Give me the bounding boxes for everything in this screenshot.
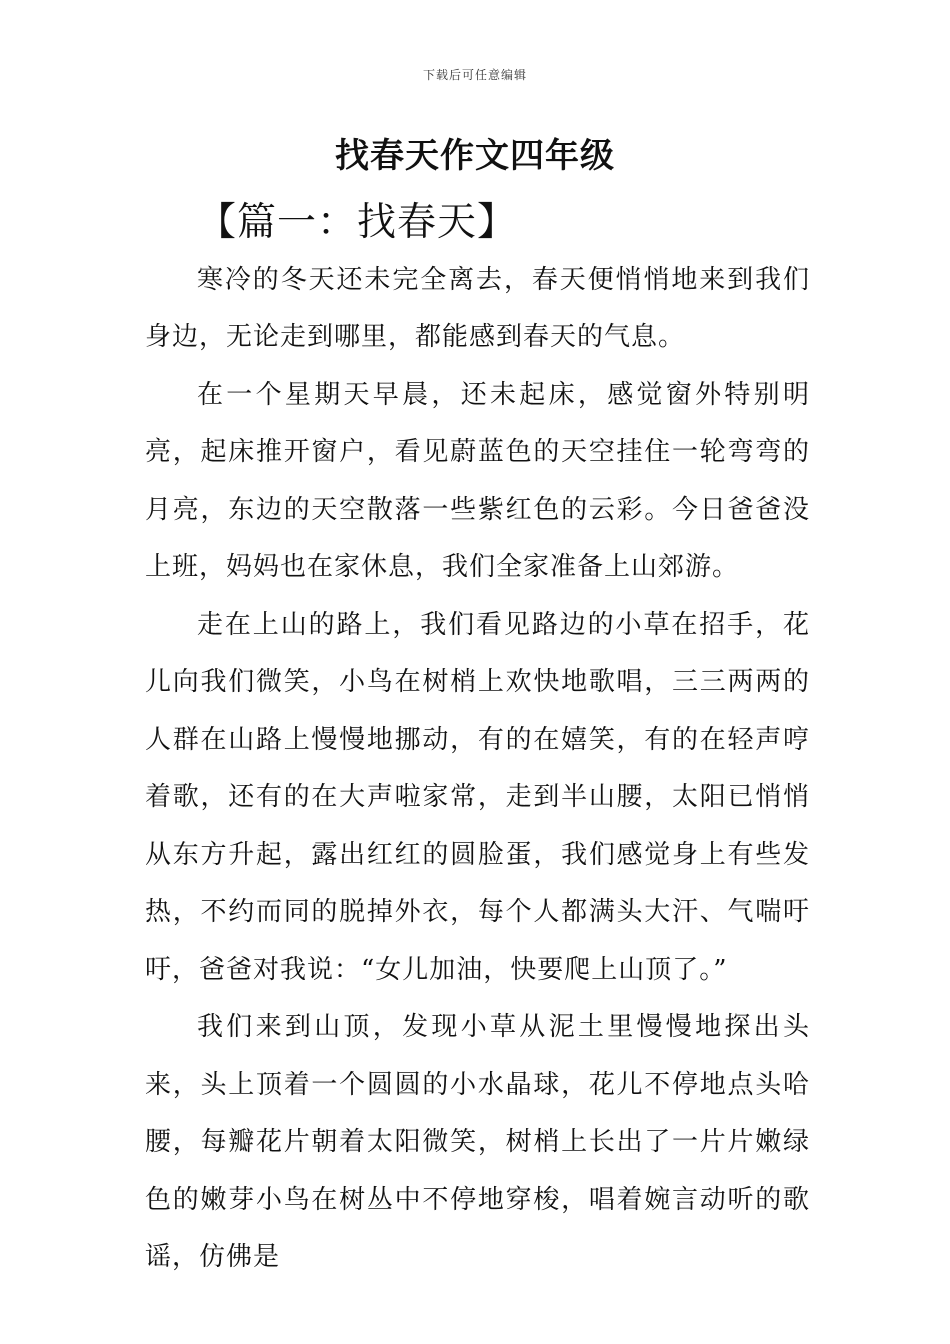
paragraph: 在一个星期天早晨，还未起床，感觉窗外特别明亮，起床推开窗户，看见蔚蓝色的天空挂住一轮弯弯的月亮，东边的天空散落一些紫红色的云彩。今日爸爸没上班，妈妈也在家休息，我们全家准备上山郊游。 <box>145 379 810 582</box>
document-title: 找春天作文四年级 <box>335 136 615 176</box>
section-heading: 【篇一：找春天】 <box>197 200 518 245</box>
document-body <box>145 194 810 1287</box>
paragraph: 寒冷的冬天还未完全离去，春天便悄悄地来到我们身边，无论走到哪里，都能感到春天的气息。 <box>145 264 810 352</box>
paragraph: 走在上山的路上，我们看见路边的小草在招手，花儿向我们微笑，小鸟在树梢上欢快地歌唱，三三两两的人群在山路上慢慢地挪动，有的在嬉笑，有的在轻声哼着歌，还有的在大声啦家常，走到半山腰，太阳已悄悄从东方升起，露出红红的圆脸蛋，我们感觉身上有些发热，不约而同的脱掉外衣，每个人都满头大汗、气喘吁吁，爸爸对我说：“女儿加油，快要爬上山顶了。” <box>145 609 810 985</box>
header-note: 下载后可任意编辑 <box>422 68 527 82</box>
paragraph: 我们来到山顶，发现小草从泥土里慢慢地探出头来，头上顶着一个圆圆的小水晶球，花儿不停地点头哈腰，每瓣花片朝着太阳微笑，树梢上长出了一片片嫩绿色的嫩芽小鸟在树丛中不停地穿梭，唱着婉言动听的歌谣，仿佛是 <box>145 1012 810 1272</box>
